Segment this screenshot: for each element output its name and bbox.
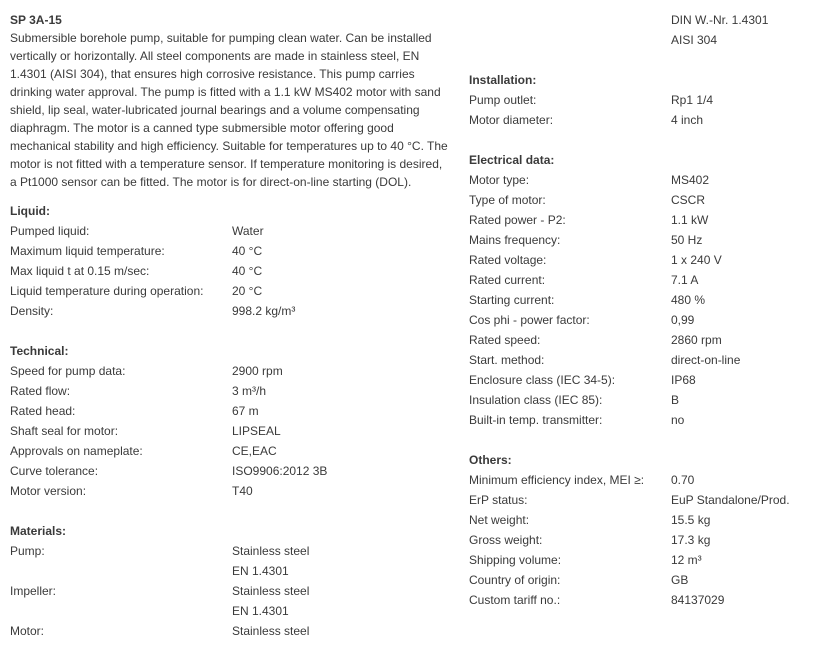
right-column [469, 10, 819, 610]
spec-row [469, 230, 819, 250]
spec-label: Country of origin: [469, 573, 561, 587]
liquid-table [10, 221, 450, 321]
spec-row [10, 421, 450, 441]
spec-row [469, 90, 819, 110]
spec-value: ISO9906:2012 3B [232, 464, 328, 478]
electrical-table [469, 170, 819, 430]
spec-value: GB [671, 573, 689, 587]
spec-label: Net weight: [469, 513, 530, 527]
spec-value: Water [232, 224, 264, 238]
spec-value: CE,EAC [232, 444, 277, 458]
spec-label: Rated current: [469, 273, 546, 287]
spec-row [10, 301, 450, 321]
spec-value: EN 1.4301 [232, 604, 289, 618]
spec-value: EuP Standalone/Prod. [671, 493, 790, 507]
spec-row [10, 381, 450, 401]
spec-row [469, 10, 819, 30]
spec-value: 67 m [232, 404, 259, 418]
spec-row [469, 530, 819, 550]
spec-label: Insulation class (IEC 85): [469, 393, 603, 407]
spec-value: 40 °C [232, 244, 263, 258]
spec-label: Motor diameter: [469, 113, 554, 127]
spec-row [10, 601, 450, 621]
spec-value: 1.1 kW [671, 213, 709, 227]
electrical-heading: Electrical data: [469, 153, 555, 167]
spec-value: B [671, 393, 680, 407]
spec-row [469, 550, 819, 570]
spec-row [469, 410, 819, 430]
spec-value: CSCR [671, 193, 706, 207]
spec-label: Start. method: [469, 353, 545, 367]
spec-value: Stainless steel [232, 544, 310, 558]
spec-label [469, 10, 671, 30]
spec-label: Type of motor: [469, 193, 546, 207]
spec-row [469, 570, 819, 590]
spec-row [469, 290, 819, 310]
spec-row [469, 250, 819, 270]
spec-row [10, 221, 450, 241]
spec-value: IP68 [671, 373, 696, 387]
spec-row [469, 190, 819, 210]
spec-label: Gross weight: [469, 533, 543, 547]
spec-label: Cos phi - power factor: [469, 313, 590, 327]
installation-heading: Installation: [469, 73, 537, 87]
spec-value: 40 °C [232, 264, 263, 278]
spec-value: MS402 [671, 173, 710, 187]
spec-row [469, 490, 819, 510]
spec-label: Liquid temperature during operation: [10, 284, 204, 298]
spec-label: Approvals on nameplate: [10, 444, 143, 458]
spec-row [469, 110, 819, 130]
spec-label: Curve tolerance: [10, 464, 99, 478]
spec-row [469, 330, 819, 350]
spec-row [469, 370, 819, 390]
spec-label: Rated voltage: [469, 253, 547, 267]
left-column [10, 0, 450, 641]
spec-row [469, 470, 819, 490]
spec-label: Density: [10, 304, 54, 318]
spec-value: Stainless steel [232, 584, 310, 598]
spec-label: Rated speed: [469, 333, 541, 347]
material-continued-table [469, 10, 819, 50]
spec-label: Rated power - P2: [469, 213, 566, 227]
spec-label: Max liquid t at 0.15 m/sec: [10, 264, 150, 278]
spec-value: 480 % [671, 293, 706, 307]
spec-row [10, 401, 450, 421]
spec-value: 20 °C [232, 284, 263, 298]
spec-value: 84137029 [671, 593, 725, 607]
spec-value: no [671, 413, 685, 427]
spec-row [10, 581, 450, 601]
spec-label: Shaft seal for motor: [10, 424, 119, 438]
spec-label [10, 561, 232, 581]
spec-label [10, 601, 232, 621]
spec-row [10, 461, 450, 481]
spec-label: Impeller: [10, 584, 57, 598]
spec-row [469, 310, 819, 330]
installation-table [469, 90, 819, 130]
spec-label: Starting current: [469, 293, 555, 307]
spec-row [469, 30, 819, 50]
spec-row [10, 481, 450, 501]
spec-row [10, 621, 450, 641]
spec-label: Maximum liquid temperature: [10, 244, 165, 258]
spec-row [10, 541, 450, 561]
spec-value: 0,99 [671, 313, 695, 327]
spec-value: 0.70 [671, 473, 695, 487]
spec-row [469, 350, 819, 370]
liquid-heading: Liquid: [10, 204, 50, 218]
spec-value: 2860 rpm [671, 333, 722, 347]
spec-label: Minimum efficiency index, MEI ≥: [469, 473, 645, 487]
spec-label: Speed for pump data: [10, 364, 126, 378]
spec-value: 7.1 A [671, 273, 699, 287]
spec-value: 1 x 240 V [671, 253, 722, 267]
spec-row [10, 361, 450, 381]
materials-heading: Materials: [10, 524, 67, 538]
product-title: SP 3A-15 [10, 13, 62, 27]
spec-row [10, 441, 450, 461]
spec-value: 2900 rpm [232, 364, 283, 378]
others-heading: Others: [469, 453, 512, 467]
spec-label: Custom tariff no.: [469, 593, 561, 607]
spec-label: Pump: [10, 544, 45, 558]
spec-value: LIPSEAL [232, 424, 281, 438]
technical-heading: Technical: [10, 344, 69, 358]
spec-label: Pump outlet: [469, 93, 537, 107]
spec-label: Rated flow: [10, 384, 71, 398]
spec-label: Rated head: [10, 404, 76, 418]
spec-value: 17.3 kg [671, 533, 711, 547]
spec-label: Built-in temp. transmitter: [469, 413, 603, 427]
spec-value: DIN W.-Nr. 1.4301 [671, 13, 769, 27]
spec-row [469, 170, 819, 190]
spec-label [469, 30, 671, 50]
spec-value: AISI 304 [671, 33, 718, 47]
materials-table [10, 541, 450, 641]
spec-row [10, 561, 450, 581]
spec-value: 4 inch [671, 113, 704, 127]
spec-row [469, 590, 819, 610]
spec-label: Pumped liquid: [10, 224, 90, 238]
spec-value: Rp1 1/4 [671, 93, 714, 107]
spec-row [469, 390, 819, 410]
spec-label: Shipping volume: [469, 553, 562, 567]
spec-value: Stainless steel [232, 624, 310, 638]
others-table [469, 470, 819, 610]
spec-row [469, 510, 819, 530]
spec-label: Motor version: [10, 484, 87, 498]
spec-label: Motor type: [469, 173, 530, 187]
spec-value: EN 1.4301 [232, 564, 289, 578]
spec-value: 12 m³ [671, 553, 702, 567]
spec-row [10, 241, 450, 261]
spec-label: Motor: [10, 624, 45, 638]
technical-table [10, 361, 450, 501]
spec-row [10, 281, 450, 301]
spec-value: 998.2 kg/m³ [232, 304, 296, 318]
spec-row [469, 270, 819, 290]
spec-value: 3 m³/h [232, 384, 267, 398]
spec-value: 15.5 kg [671, 513, 711, 527]
spec-row [10, 261, 450, 281]
spec-value: 50 Hz [671, 233, 703, 247]
spec-label: ErP status: [469, 493, 528, 507]
spec-value: direct-on-line [671, 353, 741, 367]
spec-label: Enclosure class (IEC 34-5): [469, 373, 616, 387]
spec-row [469, 210, 819, 230]
spec-label: Mains frequency: [469, 233, 561, 247]
spec-value: T40 [232, 484, 253, 498]
product-description: Submersible borehole pump, suitable for pumping clean water. Can be installed vertically or horizontally. All steel components are made in stainless steel, EN 1.4301 (AISI 304), that ensures high corrosive resistance. This pump carries drinking water approval. The pump is fitted with a 1.1 kW MS402 motor with sand shield, lip seal, water-lubricated journal bearings and a volume compensating diaphragm. The motor is a canned type submersible motor offering good mechanical stability and high efficiency. Suitable for temperatures up to 40 °C. The motor is not fitted with a temperature sensor. If temperature monitoring is desired, a Pt1000 sensor can be fitted. The motor is for direct-on-line starting (DOL). [10, 31, 448, 189]
